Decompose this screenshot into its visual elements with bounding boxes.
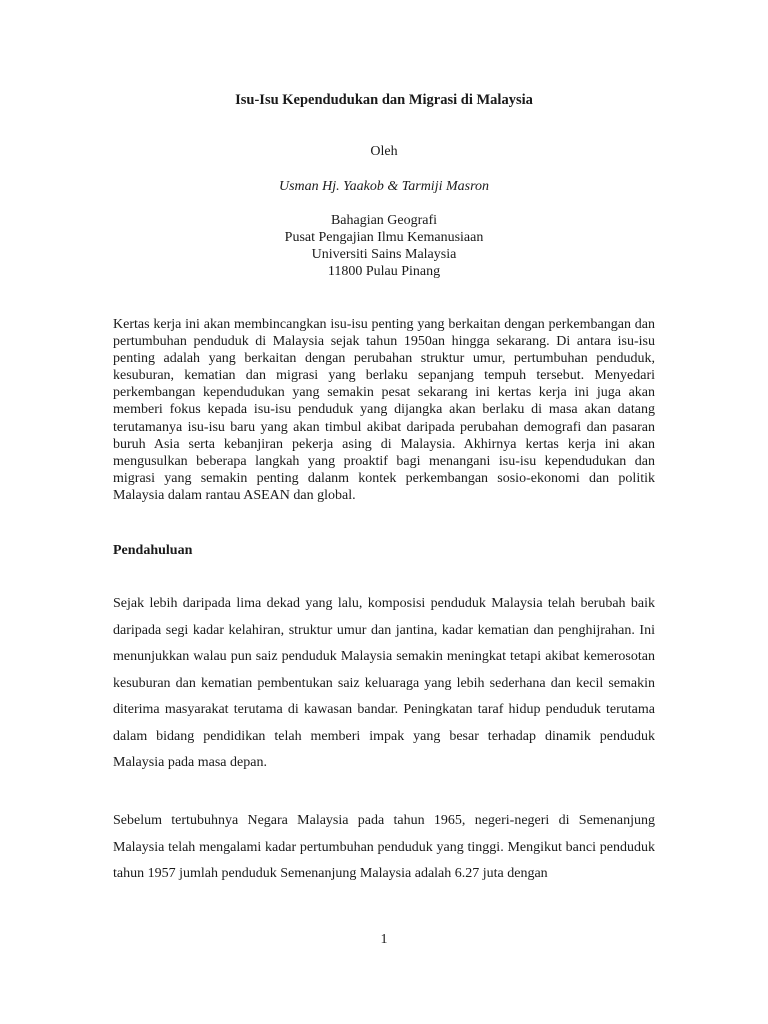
affiliation-line: Pusat Pengajian Ilmu Kemanusiaan (284, 230, 484, 245)
page-number: 1 (380, 932, 388, 947)
affiliation-line: 11800 Pulau Pinang (327, 264, 441, 279)
affiliation-line: Universiti Sains Malaysia (311, 247, 457, 262)
body-paragraph: Sejak lebih daripada lima dekad yang lalu, komposisi penduduk Malaysia telah berubah baik daripada segi kadar kelahiran, struktur umur dan jantina, kadar kematian dan penghijrahan. Ini menunjukkan walau pun saiz penduduk Malaysia semakin meningkat tetapi akibat kemerosotan kesuburan dan kematian pembentukan saiz keluaraga yang lebih sederhana dan kecil semakin diterima masyarakat terutama di kawasan bandar. Peningkatan taraf hidup penduduk terutama dalam bidang pendidikan telah memberi impak yang besar terhadap dinamik penduduk Malaysia pada masa depan. (113, 596, 655, 770)
body-paragraph: Sebelum tertubuhnya Negara Malaysia pada tahun 1965, negeri-negeri di Semenanjung Malaysia telah mengalami kadar pertumbuhan penduduk yang tinggi. Mengikut banci penduduk tahun 1957 jumlah penduduk Semenanjung Malaysia adalah 6.27 juta dengan (113, 813, 655, 881)
affiliation (0, 212, 768, 280)
document-title: Isu-Isu Kependudukan dan Migrasi di Malaysia (235, 92, 533, 108)
by-label: Oleh (370, 144, 398, 159)
abstract-paragraph: Kertas kerja ini akan membincangkan isu-isu penting yang berkaitan dengan perkembangan dan pertumbuhan penduduk di Malaysia sejak tahun 1950an hingga sekarang. Di antara isu-isu penting adalah yang berkaitan dengan perubahan struktur umur, pertumbuhan penduduk, kesuburan, kematian dan migrasi yang berlaku sepanjang tempuh tersebut. Menyedari perkembangan kependudukan yang semakin pesat sekarang ini kertas kerja ini juga akan memberi fokus kepada isu-isu penduduk yang dijangka akan berlaku di masa akan datang terutamanya isu-isu baru yang akan timbul akibat daripada perubahan demografi dan pasaran buruh Asia serta kebanjiran pekerja asing di Malaysia. Akhirnya kertas kerja ini akan mengusulkan beberapa langkah yang proaktif bagi menangani isu-isu kependudukan dan migrasi yang semakin penting dalanm kontek perkembangan sosio-ekonomi dan politik Malaysia dalam rantau ASEAN dan global. (113, 317, 655, 503)
affiliation-line: Bahagian Geografi (330, 213, 438, 228)
section-heading: Pendahuluan (113, 543, 193, 558)
authors: Usman Hj. Yaakob & Tarmiji Masron (278, 179, 490, 194)
